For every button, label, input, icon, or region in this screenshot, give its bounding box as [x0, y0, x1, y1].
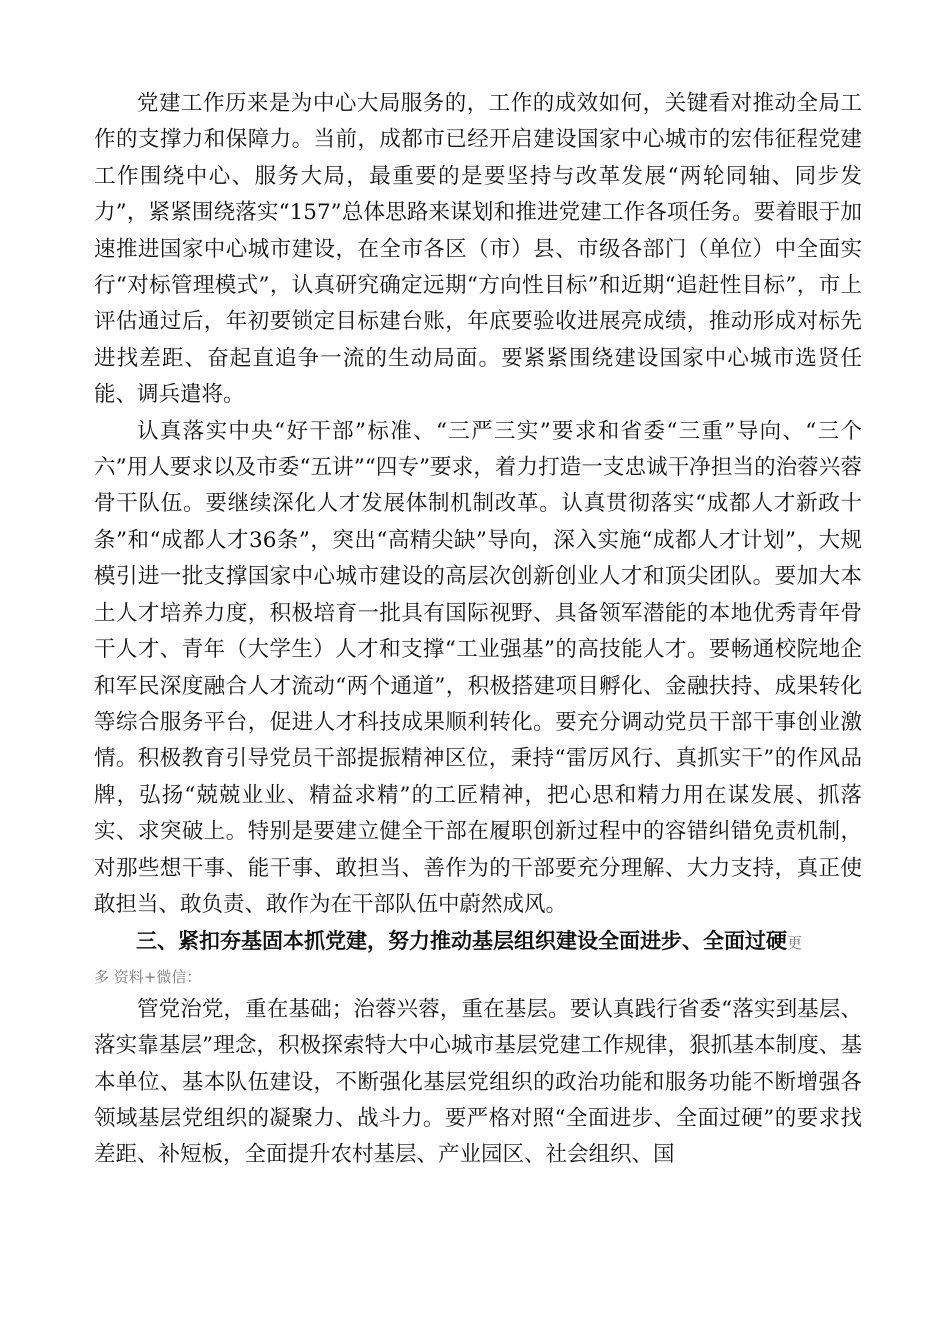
section-heading-text: 三、紧扣夯基固本抓党建，努力推动基层组织建设全面进步、全面过硬: [136, 929, 787, 954]
paragraph-cadre-talent: 认真落实中央“好干部”标准、“三严三实”要求和省委“三重”导向、“三个六”用人要求以及市委“五讲”“四专”要求，着力打造一支忠诚干净担当的治蓉兴蓉骨干队伍。要继续深化人才发展体制机制改革。认真贯彻落实“成都人才新政十条”和“成都人才36条”，突出“高精尖缺”导向，深入实施“成都人才计划”，大规模引进一批支撑国家中心城市建设的高层次创新创业人才和顶尖团队。要加大本土人才培养力度，积极培育一批具有国际视野、具备领军潜能的本地优秀青年骨干人才、青年（大学生）人才和支撑“工业强基”的高技能人才。要畅通校院地企和军民深度融合人才流动“两个通道”，积极搭建项目孵化、金融扶持、成果转化等综合服务平台，促进人才科技成果顺利转化。要充分调动党员干部干事创业激情。积极教育引导党员干部提振精神区位，秉持“雷厉风行、真抓实干”的作风品牌，弘扬“兢兢业业、精益求精”的工匠精神，把心思和精力用在谋发展、抓落实、求突破上。特别是要建立健全干部在履职创新过程中的容错纠错免责机制，对那些想干事、能干事、敢担当、善作为的干部要充分理解、大力支持，真正使敢担当、敢负责、敢作为在干部队伍中蔚然成风。: [94, 418, 862, 917]
more-info-tail: 更: [787, 934, 803, 953]
document-page: [94, 86, 862, 1174]
paragraph-grassroots: 管党治党，重在基础；治蓉兴蓉，重在基层。要认真践行省委“落实到基层、落实靠基层”理念，积极探索特大中心城市基层党建工作规律，狠抓基本制度、基本单位、基本队伍建设，不断强化基层党组织的政治功能和服务功能不断增强各领域基层党组织的凝聚力、战斗力。要严格对照“全面进步、全面过硬”的要求找差距、补短板，全面提升农村基层、产业园区、社会组织、国: [94, 996, 862, 1168]
section-heading-3: [94, 923, 862, 961]
paragraph-party-building-center: 党建工作历来是为中心大局服务的，工作的成效如何，关键看对推动全局工作的支撑力和保障力。当前，成都市已经开启建设国家中心城市的宏伟征程党建工作围绕中心、服务大局，最重要的是要坚持与改革发展“两轮同轴、同步发力”，紧紧围绕落实“157”总体思路来谋划和推进党建工作各项任务。要着眼于加速推进国家中心城市建设，在全市各区（市）县、市级各部门（单位）中全面实行“对标管理模式”，认真研究确定远期“方向性目标”和近期“追赶性目标”，市上评估通过后，年初要锁定目标建台账，年底要验收进展亮成绩，推动形成对标先进找差距、奋起直追争一流的生动局面。要紧紧围绕建设国家中心城市选贤任能、调兵遣将。: [94, 91, 862, 408]
more-info-line: 多 资料+微信：: [94, 967, 202, 986]
